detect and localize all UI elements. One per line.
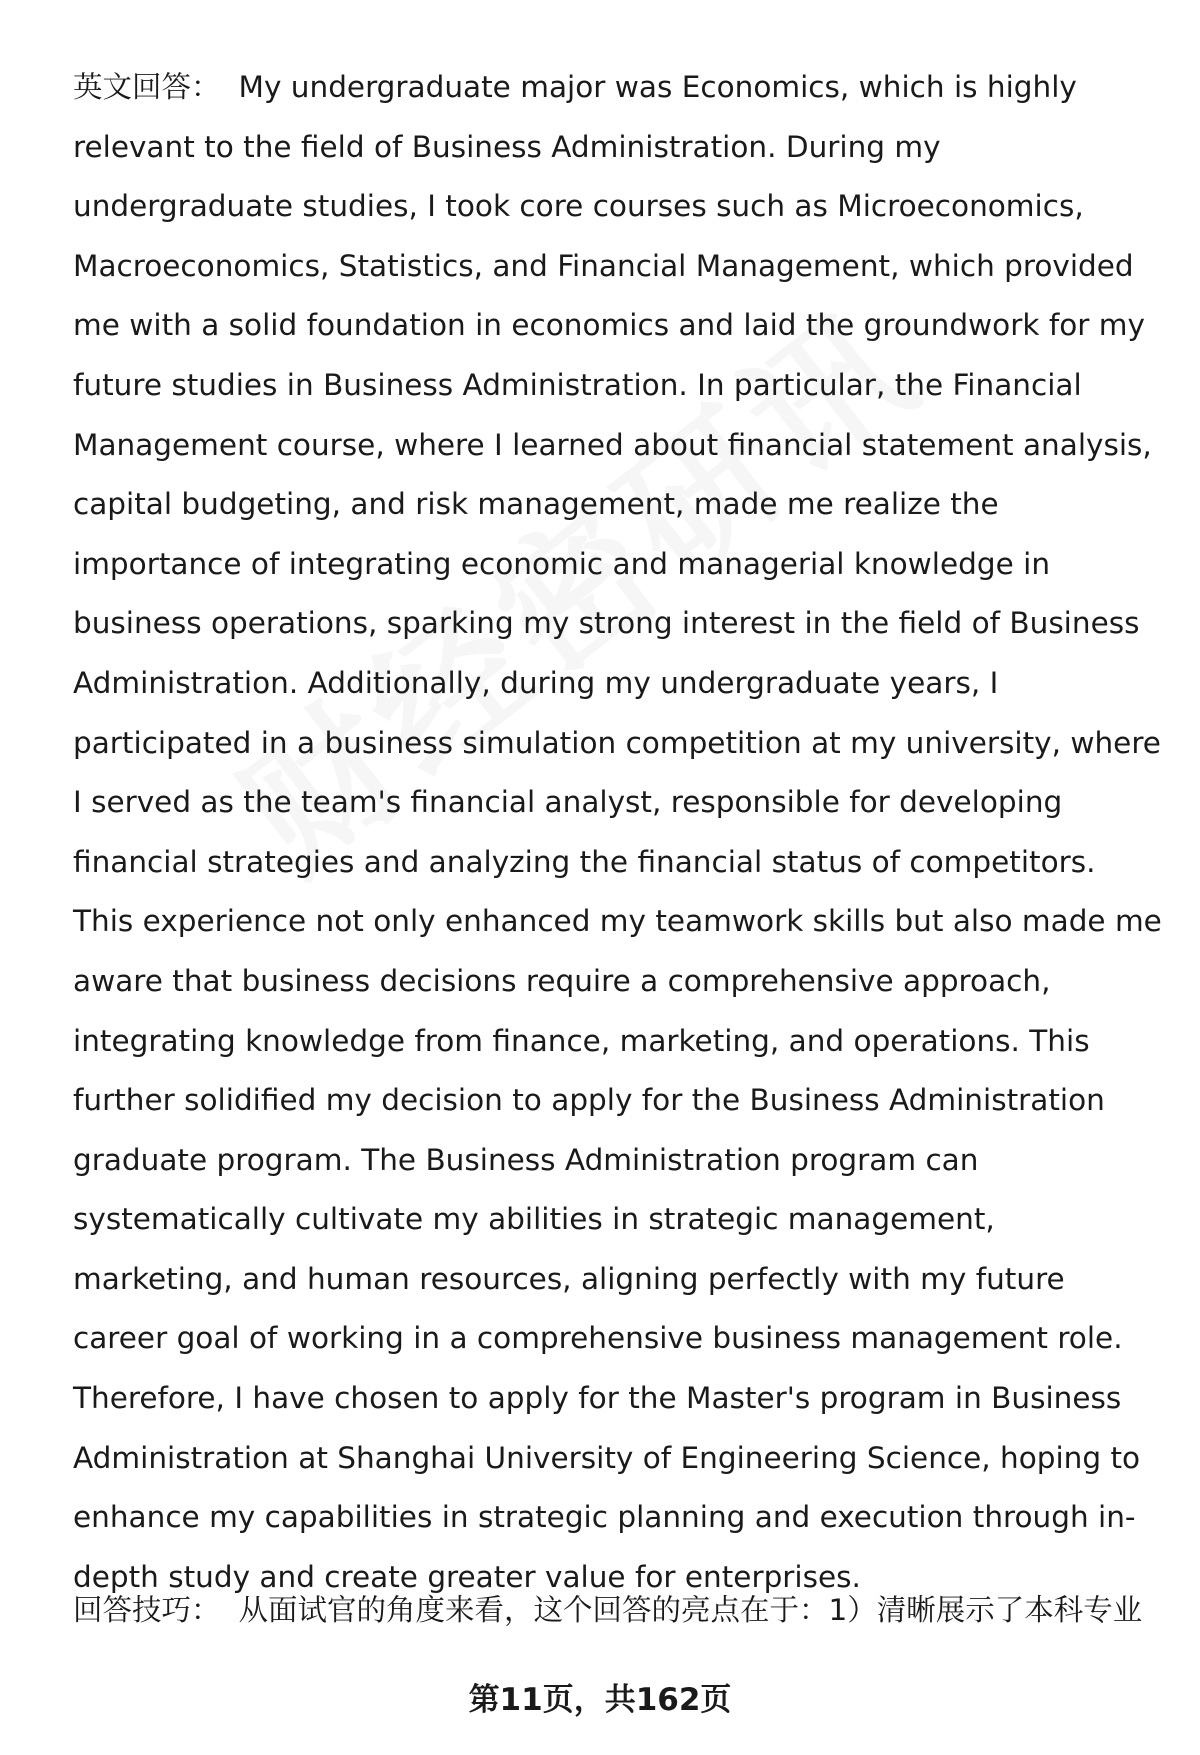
english-answer-paragraph [73,58,1163,1607]
page-number-footer: 第11页，共162页 [468,1682,732,1718]
english-answer-label: 英文回答： [73,70,221,104]
answer-tips-text: 从面试官的角度来看，这个回答的亮点在于：1）清晰展示了本科专业 [238,1593,1143,1627]
answer-tips-paragraph [73,1581,1163,1641]
answer-tips-label: 回答技巧： [73,1593,221,1627]
english-answer-text: My undergraduate major was Economics, which is highly relevant to the field of Business Administration. During my undergraduate studies, I took core courses such as Microeconomics, Macroeconomics, Statistics, and Financial Management, which provided me with a solid foundation in economics and laid the groundwork for my future studies in Business Administration. In particular, the Financial Management course, where I learned about financial statement analysis, capital budgeting, and risk management, made me realize the importance of integrating economic and managerial knowledge in business operations, sparking my strong interest in the field of Business Administration. Additionally, during my undergraduate years, I participated in a business simulation competition at my university, where I served as the team's financial analyst, responsible for developing financial strategies and analyzing the financial status of competitors. This experience not only enhanced my teamwork skills but also made me aware that business decisions require a comprehensive approach, integrating knowledge from finance, marketing, and operations. This further solidified my decision to apply for the Business Administration graduate program. The Business Administration program can systematically cultivate my abilities in strategic management, marketing, and human resources, aligning perfectly with my future career goal of working in a comprehensive business management role. Therefore, I have chosen to apply for the Master's program in Business Administration at Shanghai University of Engineering Science, hoping to enhance my capabilities in strategic planning and execution through in-depth study and create greater value for enterprises. [73,70,1162,1594]
